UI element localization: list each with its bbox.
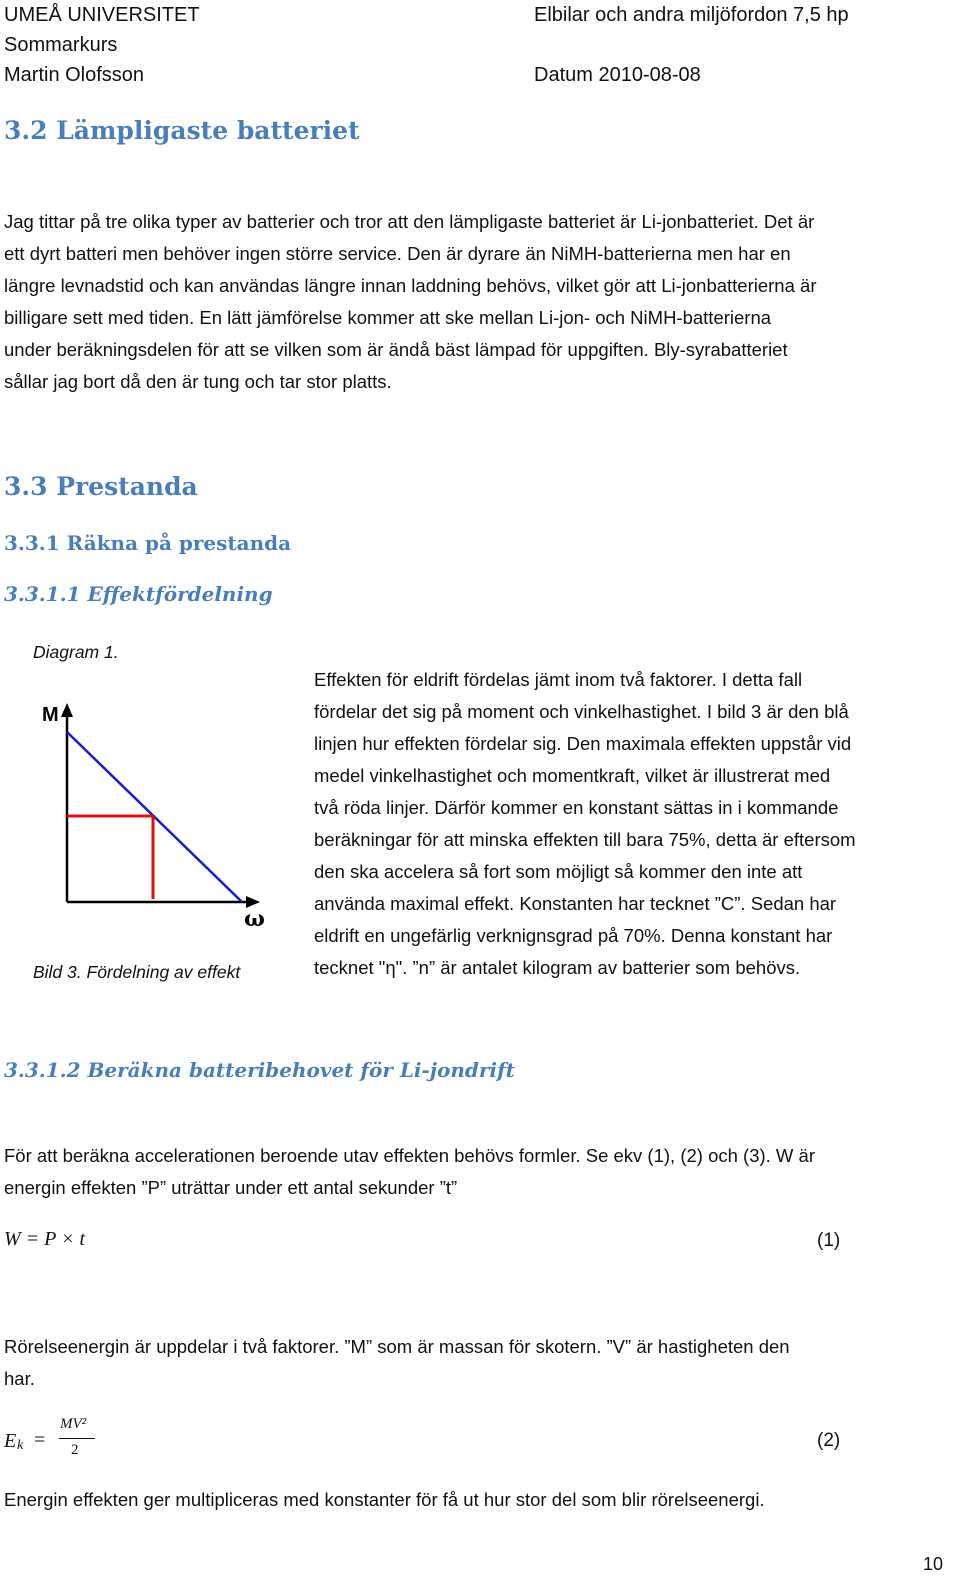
section-heading-3-3-1-1: 3.3.1.1 Effektfördelning [4, 582, 273, 606]
paragraph-line: eldrift en ungefärlig verknignsgrad på 70%. Denna konstant har [314, 925, 833, 946]
equation-1: W = P × t [4, 1228, 86, 1250]
paragraph-line: Rörelseenergin är uppdelar i två faktorer. ”M” som är massan för skotern. ”V” är hastigheten den [4, 1336, 790, 1357]
axis-label-m: M [42, 704, 59, 726]
equation-2-equals: = [34, 1429, 46, 1451]
equation-2-numerator: MV² [60, 1416, 87, 1432]
paragraph-line: beräkningar för att minska effekten till bara 75%, detta är eftersom [314, 829, 856, 850]
equation-2-denominator: 2 [71, 1442, 79, 1458]
section-3-3-1-2-paragraph-3: Energin effekten ger multipliceras med konstanter för få ut hur stor del som blir rörelseenergi. [4, 1489, 765, 1510]
paragraph-line: den ska accelera så fort som möjligt så kommer den inte att [314, 861, 803, 882]
paragraph-line: För att beräkna accelerationen beroende utav effekten behövs formler. Se ekv (1), (2) och (3). W är [4, 1145, 815, 1166]
effect-distribution-diagram [30, 695, 280, 935]
paragraph-line: medel vinkelhastighet och momentkraft, vilket är illustrerat med [314, 765, 831, 786]
figure-caption: Bild 3. Fördelning av effekt [33, 962, 241, 982]
section-heading-3-2: 3.2 Lämpligaste batteriet [4, 116, 360, 145]
section-3-3-paragraph [314, 664, 954, 984]
equation-2 [4, 1414, 144, 1470]
equation-2-lhs: E [4, 1430, 17, 1452]
equation-2-subscript: k [17, 1438, 24, 1453]
author: Martin Olofsson [4, 64, 145, 86]
paragraph-line: sållar jag bort då den är tung och tar stor platts. [4, 371, 392, 392]
paragraph-line: längre levnadstid och kan användas längre innan laddning behövs, vilket gör att Li-jonbatterierna är [4, 275, 817, 296]
paragraph-line: billigare sett med tiden. En lätt jämförelse kommer att ske mellan Li-jon- och NiMH-batterierna [4, 307, 772, 328]
paragraph-line: två röda linjer. Därför kommer en konstant sättas in i kommande [314, 797, 839, 818]
paragraph-line: har. [4, 1368, 35, 1389]
section-3-3-1-2-paragraph-2 [4, 1331, 949, 1395]
course-name: Elbilar och andra miljöfordon 7,5 hp [534, 4, 849, 26]
axis-label-omega: ω [244, 906, 265, 932]
equation-1-number: (1) [817, 1230, 841, 1251]
paragraph-line: Effekten för eldrift fördelas jämt inom två faktorer. I detta fall [314, 669, 803, 690]
y-axis-arrow-icon [61, 703, 73, 717]
paragraph-line: tecknet "η". ”n” är antalet kilogram av batterier som behövs. [314, 957, 801, 978]
term: Sommarkurs [4, 34, 118, 56]
diagram-label: Diagram 1. [33, 642, 119, 662]
paragraph-line: fördelar det sig på moment och vinkelhastighet. I bild 3 är den blå [314, 701, 849, 722]
fraction-bar [59, 1438, 95, 1439]
university-name: UMEÅ UNIVERSITET [4, 4, 200, 26]
paragraph-line: Jag tittar på tre olika typer av batterier och tror att den lämpligaste batteriet är Li-jonbatteriet. Det är [4, 211, 815, 232]
paragraph-line: linjen hur effekten fördelar sig. Den maximala effekten uppstår vid [314, 733, 852, 754]
paragraph-line: ett dyrt batteri men behöver ingen större service. Den är dyrare än NiMH-batterierna men har en [4, 243, 791, 264]
equation-2-number: (2) [817, 1430, 841, 1451]
paragraph-line: använda maximal effekt. Konstanten har tecknet ”C”. Sedan har [314, 893, 837, 914]
section-heading-3-3-1: 3.3.1 Räkna på prestanda [4, 531, 292, 555]
paragraph-line: energin effekten ”P” uträttar under ett antal sekunder ”t” [4, 1177, 458, 1198]
page-number: 10 [923, 1554, 944, 1574]
section-heading-3-3: 3.3 Prestanda [4, 472, 198, 501]
paragraph-line: under beräkningsdelen för att se vilken som är ändå bäst lämpad för uppgiften. Bly-syrabatteriet [4, 339, 788, 360]
section-heading-3-3-1-2: 3.3.1.2 Beräkna batteribehovet för Li-jondrift [4, 1058, 515, 1082]
section-3-3-1-2-paragraph-1 [4, 1140, 949, 1204]
section-3-2-paragraph [4, 206, 949, 398]
document-date: Datum 2010-08-08 [534, 64, 701, 86]
